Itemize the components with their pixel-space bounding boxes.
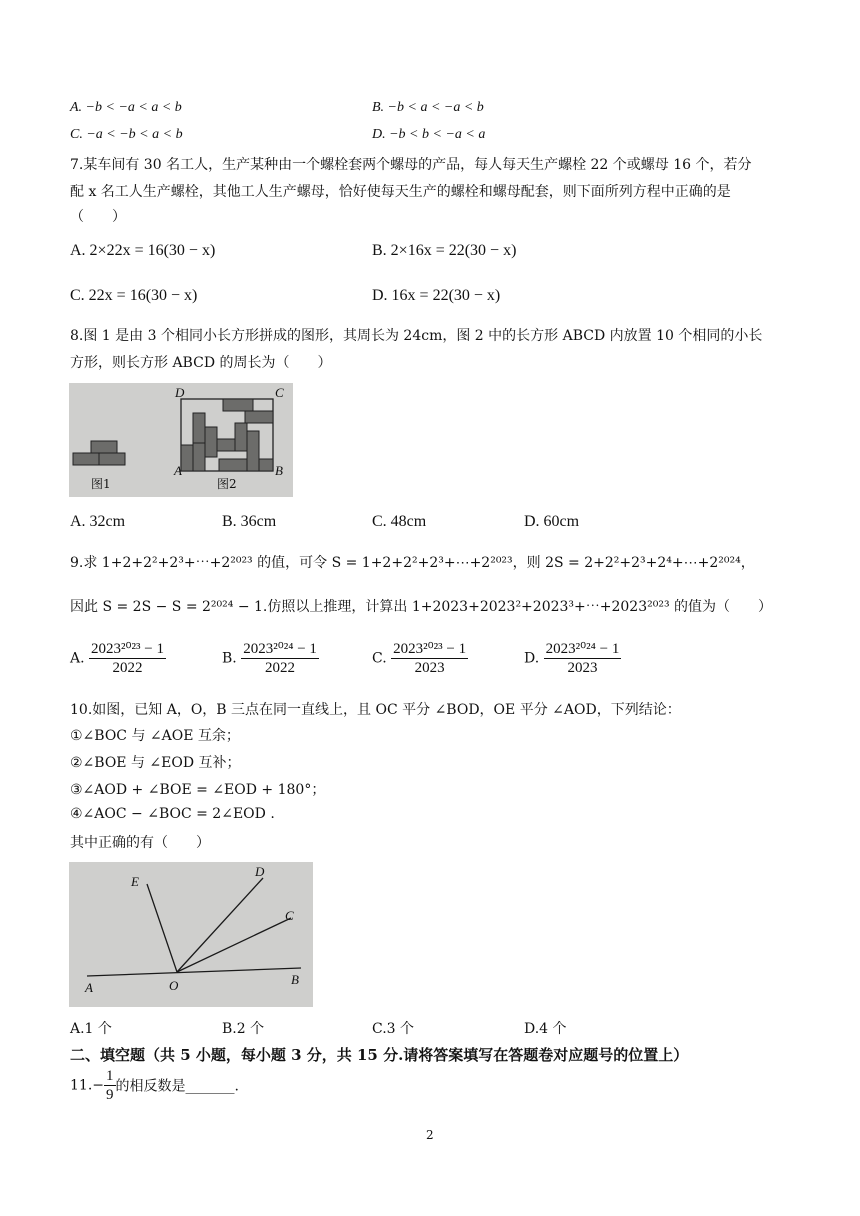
- q10-question: 其中正确的有（ ）: [70, 835, 210, 851]
- section2-heading: 二、填空题（共 5 小题，每小题 3 分，共 15 分.请将答案填写在答题卷对应题号的位置上）: [70, 1046, 689, 1064]
- q9-option-c-numerator: 2023²⁰²³ − 1: [393, 641, 467, 657]
- page-number: 2: [426, 1128, 434, 1142]
- q10-statement-1: ①∠BOC 与 ∠AOE 互余；: [70, 728, 240, 744]
- q8-figure1-label: 图1: [91, 477, 111, 491]
- q6-option-b: B. −b < a < −a < b: [372, 100, 484, 115]
- q9-option-a-numerator: 2023²⁰²³ − 1: [91, 641, 164, 657]
- q9-stem-line2: 因此 S = 2S − S = 2²⁰²⁴ − 1.仿照以上推理，计算出 1+2023+2023²+2023³+⋯+2023²⁰²³ 的值为（ ）: [70, 599, 773, 615]
- q11-numerator: 1: [106, 1068, 114, 1084]
- q8-option-c: C. 48cm: [372, 513, 427, 530]
- q10-option-b: B.2 个: [222, 1021, 265, 1037]
- q11-prefix: 11.−: [70, 1077, 104, 1094]
- q8-option-a: A. 32cm: [70, 513, 126, 530]
- q7-option-a: A. 2×22x = 16(30 − x): [70, 242, 216, 259]
- q8-option-d: D. 60cm: [524, 513, 580, 530]
- q6-option-a: A. −b < −a < a < b: [70, 100, 182, 115]
- q10-option-d: D.4 个: [524, 1021, 567, 1037]
- q9-option-c: [372, 640, 468, 677]
- q6-option-c: C. −a < −b < a < b: [70, 127, 183, 142]
- q10-statement-3: ③∠AOD + ∠BOE = ∠EOD + 180°；: [70, 782, 326, 798]
- q10-option-a: A.1 个: [70, 1021, 112, 1037]
- q8-stem-line2: 方形，则长方形 ABCD 的周长为（ ）: [70, 355, 332, 371]
- q10-label-d: D: [255, 864, 265, 879]
- q11-denominator: 9: [106, 1087, 114, 1103]
- q10-figure-drawing: [69, 862, 313, 1007]
- q9-stem-line1: 9.求 1+2+2²+2³+⋯+2²⁰²³ 的值，可令 S = 1+2+2²+2³+⋯+2²⁰²³，则 2S = 2+2²+2³+2⁴+⋯+2²⁰²⁴，: [70, 555, 755, 571]
- q9-option-a: [70, 640, 166, 677]
- q8-figure: [69, 383, 293, 497]
- q9-option-d-denominator: 2023: [567, 660, 598, 676]
- q10-label-a: A: [85, 980, 93, 995]
- q8-corner-d: D: [175, 385, 185, 400]
- q10-option-c: C.3 个: [372, 1021, 415, 1037]
- q8-corner-c: C: [275, 385, 284, 400]
- q8-stem-line1: 8.图 1 是由 3 个相同小长方形拼成的图形，其周长为 24cm，图 2 中的长方形 ABCD 内放置 10 个相同的小长: [70, 328, 763, 344]
- q9-option-c-label: C.: [372, 650, 387, 667]
- q10-label-c: C: [285, 908, 294, 923]
- q11: [70, 1067, 239, 1104]
- q9-option-d-numerator: 2023²⁰²⁴ − 1: [545, 641, 620, 657]
- q10-label-e: E: [131, 874, 139, 889]
- q10-label-o: O: [169, 978, 179, 993]
- q9-option-b: [222, 640, 319, 677]
- q10-statement-2: ②∠BOE 与 ∠EOD 互补；: [70, 755, 241, 771]
- q7-stem-line3: （ ）: [70, 209, 126, 225]
- q8-corner-b: B: [275, 463, 283, 478]
- q10-label-b: B: [291, 972, 299, 987]
- q9-option-a-denominator: 2022: [112, 660, 143, 676]
- q7-option-c: C. 22x = 16(30 − x): [70, 287, 198, 304]
- q8-option-b: B. 36cm: [222, 513, 277, 530]
- q8-corner-a: A: [174, 463, 182, 478]
- q8-figure2-label: 图2: [217, 477, 237, 491]
- q9-option-c-denominator: 2023: [414, 660, 445, 676]
- q9-option-d: [524, 640, 621, 677]
- q9-option-d-label: D.: [524, 650, 540, 667]
- q11-suffix: 的相反数是_______.: [115, 1078, 239, 1095]
- q7-option-d: D. 16x = 22(30 − x): [372, 287, 501, 304]
- q7-stem-line1: 7.某车间有 30 名工人，生产某种由一个螺栓套两个螺母的产品，每人每天生产螺栓 22 个或螺母 16 个，若分: [70, 157, 752, 173]
- q9-option-b-label: B.: [222, 650, 237, 667]
- q7-stem-line2: 配 x 名工人生产螺栓，其他工人生产螺母，恰好使每天生产的螺栓和螺母配套，则下面所列方程中正确的是: [70, 184, 731, 200]
- q9-option-a-label: A.: [70, 650, 85, 667]
- q10-statement-4: ④∠AOC − ∠BOC = 2∠EOD .: [70, 806, 275, 822]
- q6-option-d: D. −b < b < −a < a: [372, 127, 486, 142]
- q7-option-b: B. 2×16x = 22(30 − x): [372, 242, 517, 259]
- q10-stem-line1: 10.如图，已知 A，O，B 三点在同一直线上，且 OC 平分 ∠BOD，OE 平分 ∠AOD，下列结论：: [70, 702, 681, 718]
- q10-figure: [69, 862, 313, 1007]
- q9-option-b-denominator: 2022: [265, 660, 296, 676]
- q9-option-b-numerator: 2023²⁰²⁴ − 1: [243, 641, 317, 657]
